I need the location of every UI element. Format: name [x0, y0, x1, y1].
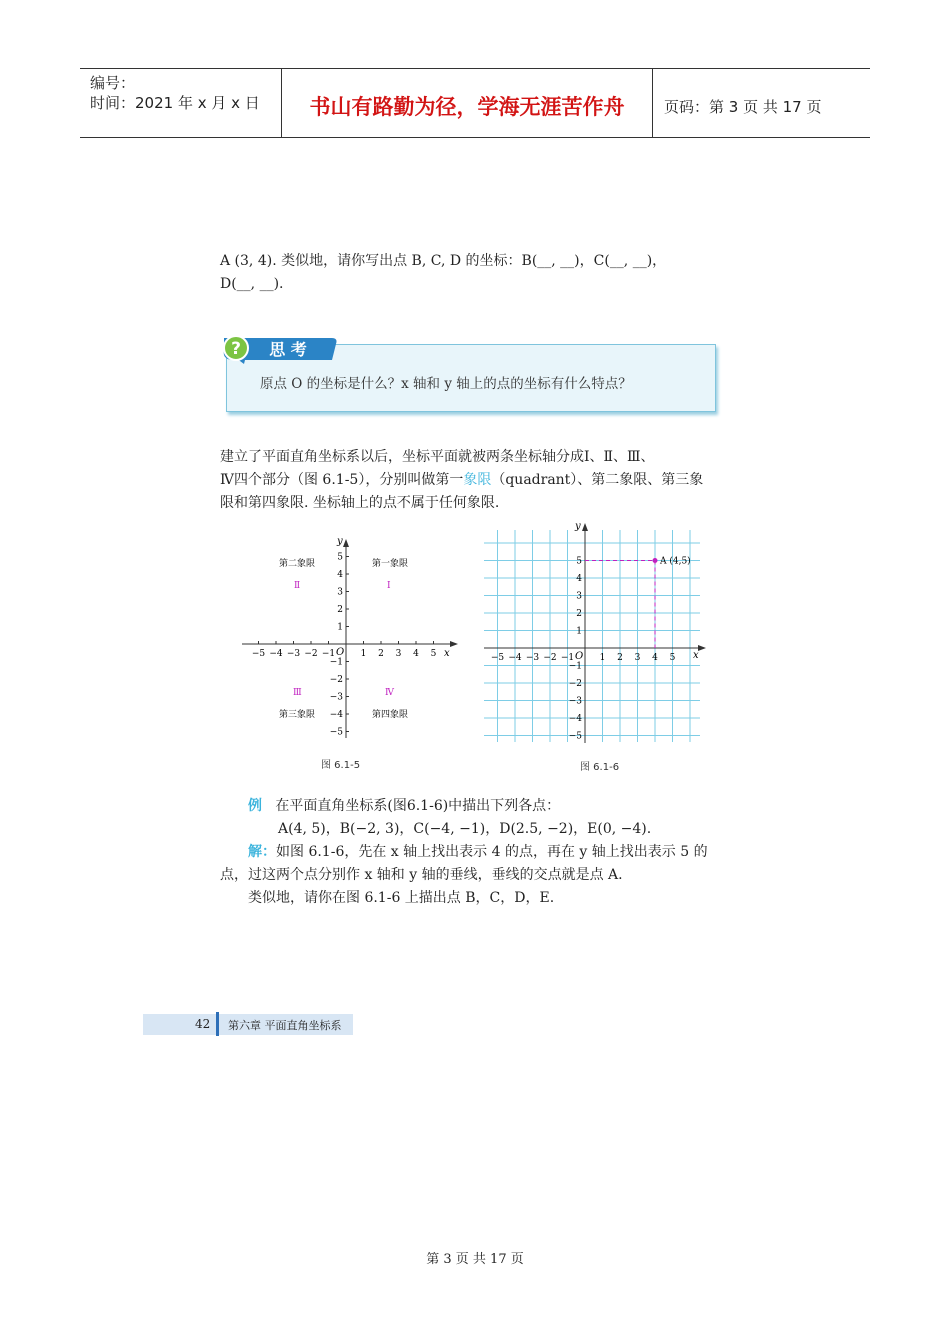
fig1-q1-name: 第一象限: [372, 559, 409, 569]
fig1-y-tick-label: 4: [337, 570, 343, 580]
fig1-x-tick-label: 5: [430, 649, 437, 659]
fig2-y-tick-label: 4: [576, 574, 582, 584]
fig1-y-tick-label: −1: [329, 657, 343, 668]
fig2-origin: O: [575, 651, 584, 662]
fig2-y-tick-label: −5: [568, 731, 582, 742]
fig1-y-tick-label: 2: [337, 605, 343, 615]
think-badge-label: 思 考: [269, 340, 307, 359]
example-statement: 在平面直角坐标系(图6.1-6)中描出下列各点：: [275, 798, 561, 814]
header-page-info: 页码：第 3 页 共 17 页: [664, 97, 822, 116]
fig1-y-tick-label: −2: [329, 675, 343, 685]
intro-text: [220, 250, 725, 296]
fig2-x-tick-label: 2: [617, 653, 623, 663]
fig2-x-tick-label: 1: [599, 653, 606, 663]
quadrant-paragraph: [220, 446, 725, 515]
fig1-y-tick-label: −5: [329, 727, 343, 738]
fig2-y-tick-label: 5: [576, 556, 582, 567]
svg-text:?: ?: [231, 339, 241, 359]
figure-6-1-5: [236, 526, 466, 746]
fig2-y-tick-label: 2: [576, 609, 582, 619]
fig2-caption: 图 6.1-6: [580, 762, 620, 773]
fig1-q4-name: 第四象限: [372, 710, 409, 720]
fig1-q3-name: 第三象限: [279, 710, 316, 720]
solution-line-3: 类似地，请你在图 6.1-6 上描出点 B，C，D，E.: [248, 890, 555, 906]
fig2-y-tick-label: −1: [568, 661, 582, 672]
fig1-x-tick-label: −4: [269, 649, 283, 659]
solution-line-2: 点，过这两个点分别作 x 轴和 y 轴的垂线，垂线的交点就是点 A.: [220, 867, 623, 883]
fig1-origin: O: [336, 647, 345, 658]
fig1-x-tick-label: 1: [360, 649, 367, 659]
fig1-x-tick-label: −2: [304, 649, 318, 659]
solution-label: 解：: [248, 844, 276, 860]
fig1-y-tick-label: 5: [337, 552, 343, 563]
example-label: 例: [248, 798, 262, 814]
quadrant-line-1: 建立了平面直角坐标系以后，坐标平面就被两条坐标轴分成Ⅰ、Ⅱ、Ⅲ、: [220, 449, 655, 465]
fig1-x-tick-label: 2: [378, 649, 384, 659]
fig1-q2-name: 第二象限: [279, 559, 316, 569]
quadrant-line-2-pre: Ⅳ四个部分（图 6.1-5），分别叫做第一: [220, 472, 464, 488]
fig2-ticks: [491, 557, 676, 742]
example-line-1: [220, 795, 725, 818]
fig2-x-tick-label: −3: [525, 653, 540, 663]
fig1-x-tick-label: −5: [251, 649, 266, 659]
fig1-y-label: y: [337, 536, 343, 547]
fig1-x-label: x: [444, 648, 450, 659]
fig2-x-tick-label: −2: [543, 653, 557, 663]
header-motto: 书山有路勤为径，学海无涯苦作舟: [281, 69, 653, 137]
book-chapter-title: 第六章 平面直角坐标系: [228, 1019, 342, 1032]
term-quadrant: 象限: [463, 472, 492, 488]
fig2-x-tick-label: −4: [508, 653, 522, 663]
fig1-q3: Ⅲ: [293, 688, 302, 698]
document-header: [80, 68, 870, 138]
fig1-y-tick-label: 3: [337, 587, 343, 598]
fig2-y-tick-label: 1: [576, 626, 582, 637]
example-points: A(4, 5)，B(−2, 3)，C(−4, −1)，D(2.5, −2)，E(0, −4).: [278, 821, 652, 837]
time-label: 时间：2021 年 x 月 x 日: [90, 94, 260, 112]
fig1-caption: 图 6.1-5: [321, 760, 361, 771]
fig2-x-label: x: [693, 650, 699, 661]
fig1-x-tick-label: 4: [413, 649, 419, 659]
fig2-y-tick-label: −2: [568, 679, 582, 689]
intro-line-2: D(__, __).: [220, 276, 284, 292]
fig1-y-tick-label: 1: [337, 622, 343, 633]
fig2-x-tick-label: −5: [490, 653, 505, 663]
page-footer: 第 3 页 共 17 页: [426, 1252, 524, 1267]
example-block: [220, 795, 725, 910]
fig1-y-tick-label: −4: [329, 710, 343, 720]
fig2-point-a-label: A (4,5): [660, 556, 691, 567]
figure-6-1-6: [480, 518, 715, 748]
fig1-x-tick-label: −3: [286, 649, 301, 659]
fig2-x-tick-label: 3: [634, 653, 641, 663]
fig2-y-tick-label: −4: [568, 714, 582, 724]
fig1-q1: Ⅰ: [387, 581, 391, 591]
think-badge: [214, 334, 338, 364]
fig2-x-tick-label: 5: [669, 653, 676, 663]
fig2-y-tick-label: −3: [568, 696, 582, 707]
book-page-number: 42: [195, 1017, 211, 1031]
fig1-x-tick-label: 3: [395, 649, 402, 659]
fig1-q2: Ⅱ: [294, 581, 301, 591]
think-question: 原点 O 的坐标是什么？x 轴和 y 轴上的点的坐标有什么特点？: [260, 376, 632, 392]
solution-text-1: 如图 6.1-6，先在 x 轴上找出表示 4 的点，再在 y 轴上找出表示 5 的: [276, 844, 708, 860]
fig2-x-tick-label: −1: [560, 653, 575, 663]
fig2-x-tick-label: 4: [652, 653, 658, 663]
fig1-y-tick-label: −3: [329, 692, 343, 703]
book-footer-divider: [216, 1012, 219, 1036]
header-meta: [80, 69, 280, 137]
quadrant-line-2: [220, 469, 725, 492]
number-label: 编号：: [90, 74, 136, 92]
solution-line-1: [220, 841, 725, 864]
fig2-y-label: y: [575, 521, 581, 532]
intro-line-1: A (3, 4). 类似地，请你写出点 B, C, D 的坐标：B(__, __)，C(__, __)，: [220, 253, 667, 269]
fig1-q4: Ⅳ: [385, 688, 394, 698]
quadrant-line-3: 限和第四象限. 坐标轴上的点不属于任何象限.: [220, 495, 500, 511]
fig2-point-a-dot: [653, 558, 658, 563]
quadrant-line-2-post: （quadrant）、第二象限、第三象: [491, 472, 704, 488]
fig2-y-tick-label: 3: [576, 591, 582, 602]
fig1-x-tick-label: −1: [321, 649, 336, 659]
